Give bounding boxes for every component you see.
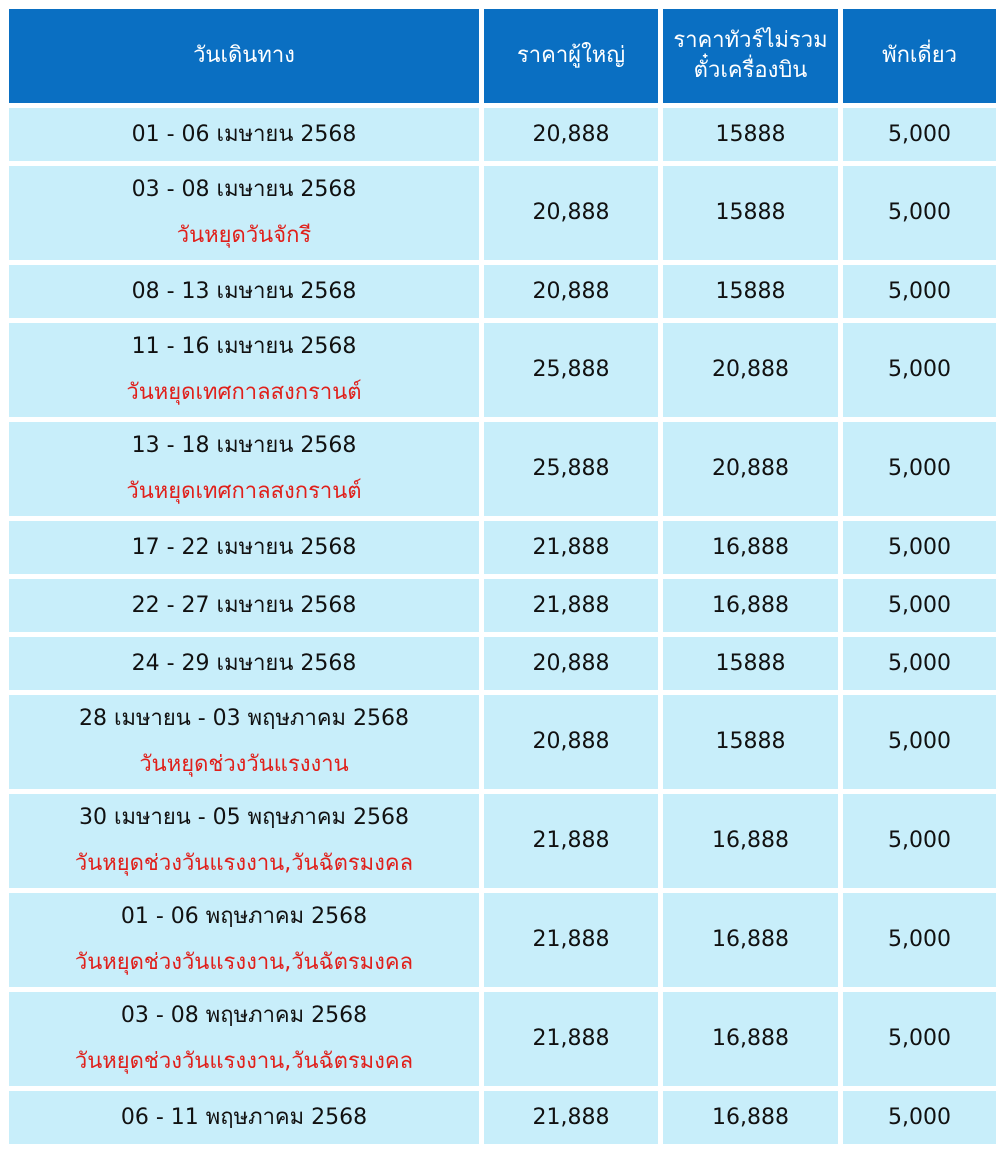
header-single-supplement <box>843 9 996 103</box>
single-supplement-cell: 5,000 <box>843 108 996 161</box>
adult-price-cell: 20,888 <box>484 637 658 690</box>
holiday-note: วันหยุดเทศกาลสงกรานต์ <box>126 380 362 405</box>
travel-date-cell <box>9 695 479 789</box>
single-supplement-cell: 5,000 <box>843 265 996 318</box>
single-supplement-cell: 5,000 <box>843 893 996 987</box>
holiday-note: วันหยุดเทศกาลสงกรานต์ <box>126 479 362 504</box>
travel-date: 06 - 11 พฤษภาคม 2568 <box>120 1104 368 1130</box>
price-without-ticket-cell: 20,888 <box>663 422 838 516</box>
adult-price-cell: 21,888 <box>484 579 658 632</box>
single-supplement-cell: 5,000 <box>843 323 996 417</box>
adult-price-cell: 25,888 <box>484 323 658 417</box>
travel-date: 13 - 18 เมษายน 2568 <box>131 433 357 458</box>
price-without-ticket-cell: 16,888 <box>663 893 838 987</box>
price-without-ticket-cell: 15888 <box>663 695 838 789</box>
price-without-ticket-cell: 16,888 <box>663 1091 838 1144</box>
travel-date-cell <box>9 794 479 888</box>
header-price-without-ticket-line1: ราคาทัวร์ไม่รวม <box>673 28 828 53</box>
travel-date-cell <box>9 893 479 987</box>
header-price-without-ticket-line2: ตั๋วเครื่องบิน <box>693 58 808 83</box>
table-row <box>9 579 996 632</box>
table-row <box>9 521 996 574</box>
price-without-ticket-cell: 15888 <box>663 265 838 318</box>
travel-date: 22 - 27 เมษายน 2568 <box>131 592 357 618</box>
travel-date: 01 - 06 พฤษภาคม 2568 <box>120 904 368 929</box>
travel-date: 24 - 29 เมษายน 2568 <box>131 650 357 676</box>
tour-price-table <box>4 4 1000 1149</box>
adult-price-cell: 20,888 <box>484 695 658 789</box>
single-supplement-cell: 5,000 <box>843 637 996 690</box>
adult-price-cell: 21,888 <box>484 794 658 888</box>
travel-date: 17 - 22 เมษายน 2568 <box>131 534 357 560</box>
header-adult-price-label: ราคาผู้ใหญ่ <box>516 43 626 68</box>
table-row <box>9 422 996 516</box>
travel-date: 03 - 08 เมษายน 2568 <box>131 177 357 202</box>
adult-price-cell: 20,888 <box>484 265 658 318</box>
travel-date: 28 เมษายน - 03 พฤษภาคม 2568 <box>78 706 410 731</box>
travel-date-cell <box>9 1091 479 1144</box>
single-supplement-cell: 5,000 <box>843 166 996 260</box>
travel-date-cell <box>9 637 479 690</box>
travel-date: 08 - 13 เมษายน 2568 <box>131 278 357 304</box>
price-without-ticket-cell: 15888 <box>663 166 838 260</box>
holiday-note: วันหยุดช่วงวันแรงงาน,วันฉัตรมงคล <box>74 950 414 975</box>
header-price-without-ticket <box>663 9 838 103</box>
table-row <box>9 265 996 318</box>
travel-date: 03 - 08 พฤษภาคม 2568 <box>120 1003 368 1028</box>
travel-date-cell <box>9 323 479 417</box>
adult-price-cell: 21,888 <box>484 992 658 1086</box>
table-header <box>9 9 996 103</box>
header-adult-price <box>484 9 658 103</box>
travel-date-cell <box>9 992 479 1086</box>
price-without-ticket-cell: 16,888 <box>663 992 838 1086</box>
adult-price-cell: 20,888 <box>484 166 658 260</box>
single-supplement-cell: 5,000 <box>843 422 996 516</box>
travel-date-cell <box>9 422 479 516</box>
table-row <box>9 323 996 417</box>
single-supplement-cell: 5,000 <box>843 992 996 1086</box>
travel-date-cell <box>9 579 479 632</box>
single-supplement-cell: 5,000 <box>843 1091 996 1144</box>
travel-date-cell <box>9 108 479 161</box>
table-row <box>9 166 996 260</box>
table-row <box>9 893 996 987</box>
travel-date-cell <box>9 166 479 260</box>
adult-price-cell: 21,888 <box>484 893 658 987</box>
table-row <box>9 637 996 690</box>
price-without-ticket-cell: 15888 <box>663 108 838 161</box>
price-without-ticket-cell: 16,888 <box>663 521 838 574</box>
travel-date-cell <box>9 265 479 318</box>
price-without-ticket-cell: 16,888 <box>663 579 838 632</box>
header-row <box>9 9 996 103</box>
single-supplement-cell: 5,000 <box>843 695 996 789</box>
holiday-note: วันหยุดช่วงวันแรงงาน,วันฉัตรมงคล <box>74 1049 414 1074</box>
travel-date: 30 เมษายน - 05 พฤษภาคม 2568 <box>78 805 410 830</box>
adult-price-cell: 21,888 <box>484 521 658 574</box>
adult-price-cell: 25,888 <box>484 422 658 516</box>
table-row <box>9 1091 996 1144</box>
travel-date: 01 - 06 เมษายน 2568 <box>131 121 357 147</box>
travel-date-cell <box>9 521 479 574</box>
header-travel-date-label: วันเดินทาง <box>193 43 295 68</box>
holiday-note: วันหยุดช่วงวันแรงงาน <box>139 752 349 777</box>
single-supplement-cell: 5,000 <box>843 794 996 888</box>
single-supplement-cell: 5,000 <box>843 579 996 632</box>
single-supplement-cell: 5,000 <box>843 521 996 574</box>
travel-date: 11 - 16 เมษายน 2568 <box>131 334 357 359</box>
price-without-ticket-cell: 16,888 <box>663 794 838 888</box>
table-row <box>9 695 996 789</box>
adult-price-cell: 21,888 <box>484 1091 658 1144</box>
header-single-supplement-label: พักเดี่ยว <box>882 43 957 68</box>
price-without-ticket-cell: 20,888 <box>663 323 838 417</box>
header-travel-date <box>9 9 479 103</box>
table-row <box>9 794 996 888</box>
adult-price-cell: 20,888 <box>484 108 658 161</box>
table-row <box>9 992 996 1086</box>
price-without-ticket-cell: 15888 <box>663 637 838 690</box>
table-body <box>9 108 996 1144</box>
holiday-note: วันหยุดวันจักรี <box>176 223 312 248</box>
holiday-note: วันหยุดช่วงวันแรงงาน,วันฉัตรมงคล <box>74 851 414 876</box>
table-row <box>9 108 996 161</box>
